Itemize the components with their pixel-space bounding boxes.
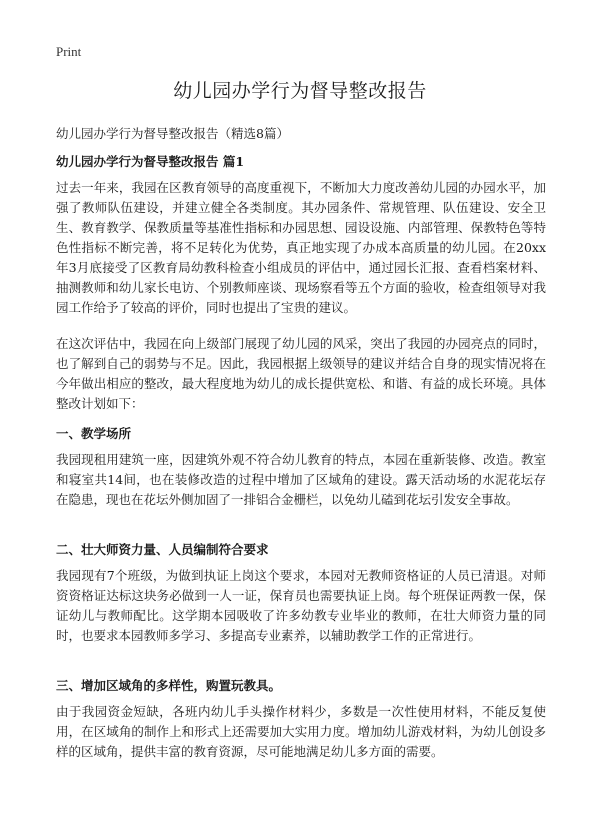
section-title: 幼儿园办学行为督导整改报告 篇1 [56, 154, 245, 169]
heading-activity-corners: 三、增加区域角的多样性，购置玩教具。 [56, 678, 282, 693]
paragraph-activity-corners: 由于我园资金短缺，各班内幼儿手头操作材料少，多数是一次性使用材料，不能反复使用，在区域角的制作上和形式上还需要加大实用力度。增加幼儿游戏材料，为幼儿创设多样的区域角，提供丰富的教育资源，尽可能地满足幼儿多方面的需要。 [56, 704, 546, 759]
paragraph-evaluation: 在这次评估中，我园在向上级部门展现了幼儿园的风采，突出了我园的办园亮点的同时，也了解到自己的弱势与不足。因此，我园根据上级领导的建议并结合自身的现实情况将在今年做出相应的整改，最大程度地为幼儿的成长提供宽松、和谐、有益的成长环境。具体整改计划如下： [56, 336, 546, 411]
paragraph-teaching-venue: 我园现租用建筑一座，因建筑外观不符合幼儿教育的特点，本园在重新装修、改造。教室和寝室共14间，也在装修改造的过程中增加了区域角的建设。露天活动场的水泥花坛存在隐患，现也在花坛外侧加固了一排铝合金栅栏，以免幼儿磕到花坛引发安全事故。 [56, 452, 546, 507]
paragraph-staffing: 我园现有7个班级，为做到执证上岗这个要求，本园对无教师资格证的人员已清退。对师资资格证达标这块务必做到一人一证，保育员也需要执证上岗。每个班保证两教一保，保证幼儿与教师配比。这学期本园吸收了许多幼教专业毕业的教师，在壮大师资力量的同时，也要求本园教师多学习、多提高专业素养，以辅助教学工作的正常进行。 [56, 568, 546, 643]
print-link[interactable]: Print [56, 44, 82, 59]
heading-teaching-venue: 一、教学场所 [56, 426, 132, 441]
page-title: 幼儿园办学行为督导整改报告 [173, 80, 427, 102]
heading-staffing: 二、壮大师资力量、人员编制符合要求 [56, 542, 269, 557]
document-subtitle: 幼儿园办学行为督导整改报告（精选8篇） [56, 126, 289, 141]
paragraph-intro: 过去一年来，我园在区教育领导的高度重视下，不断加大力度改善幼儿园的办园水平，加强了教师队伍建设，并建立健全各类制度。其办园条件、常规管理、队伍建设、安全卫生、教育教学、保教质量等基准性指标和办园思想、园设设施、内部管理、保教特色等特色性指标不断完善，将不足转化为优势，真正地实现了办成本高质量的幼儿园。在20xx年3月底接受了区教育局幼教科检查小组成员的评估中，通过园长汇报、查看档案材料、抽测教师和幼儿家长电访、个别教师座谈、现场察看等五个方面的验收，检查组领导对我园工作给予了较高的评价，同时也提出了宝贵的建议。 [56, 180, 546, 315]
